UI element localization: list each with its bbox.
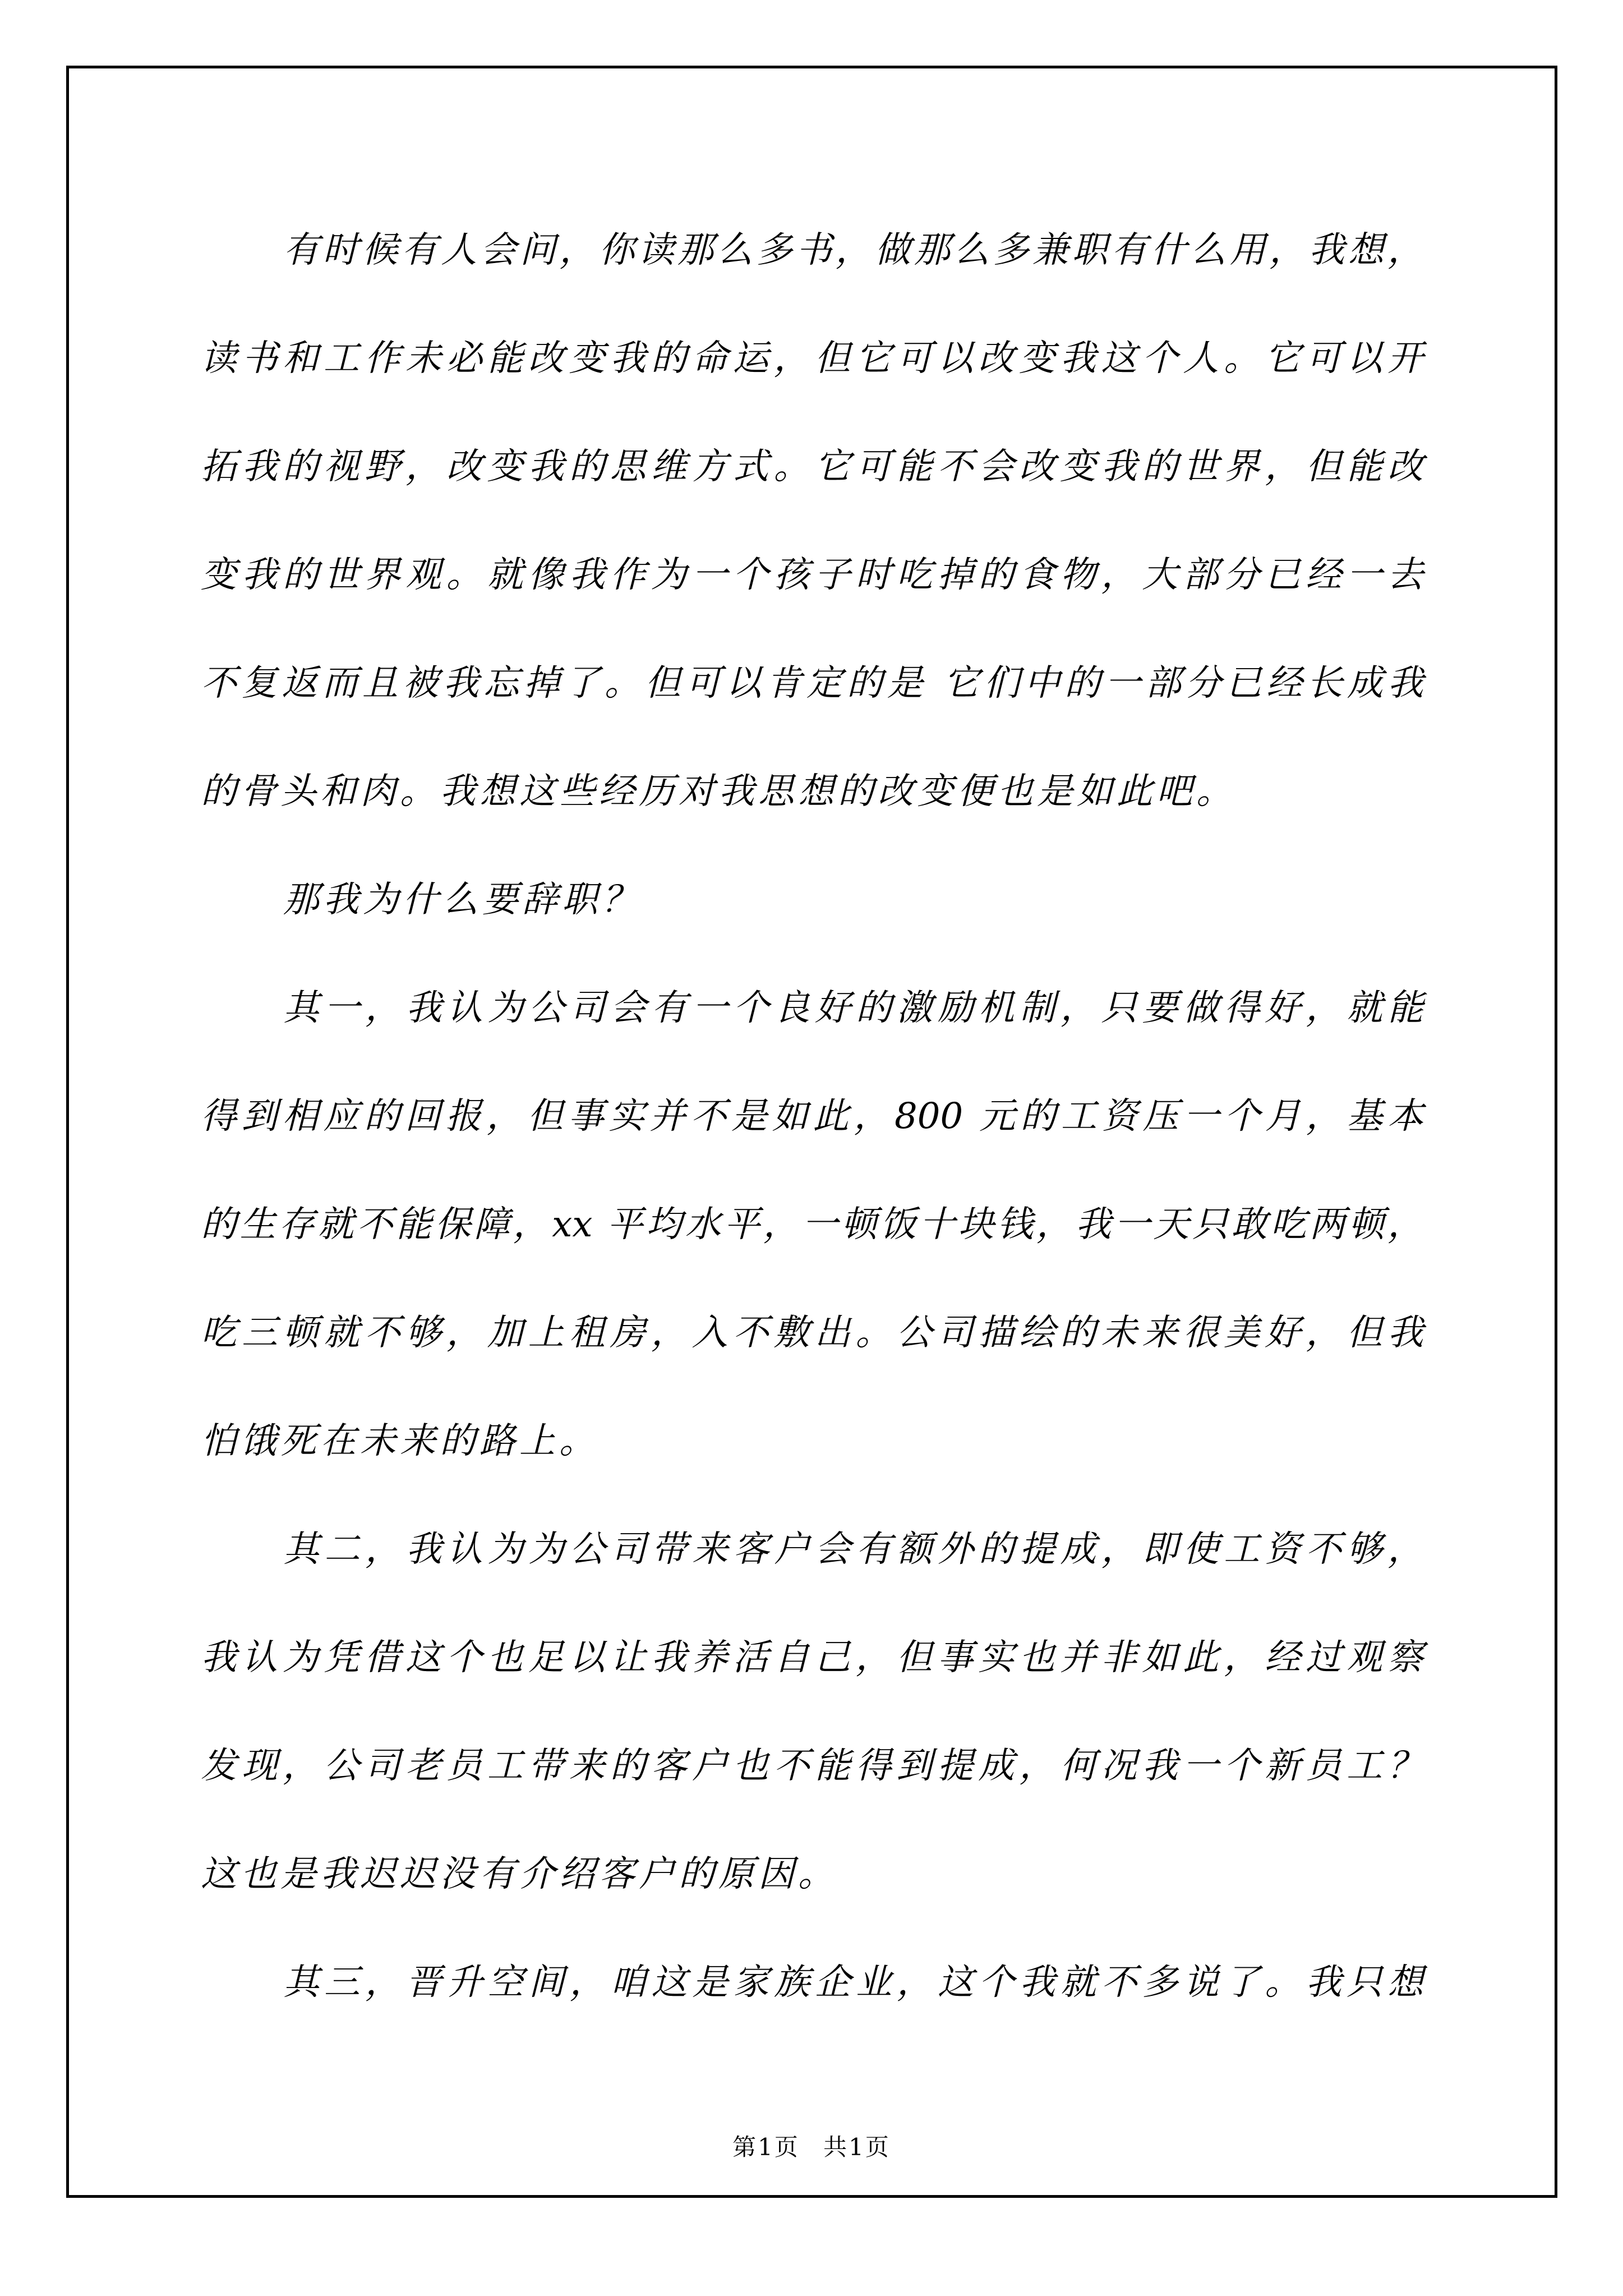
text-line: 其二，我认为为公司带来客户会有额外的提成，即使工资不够， — [283, 1529, 1423, 1570]
text-line: 发现，公司老员工带来的客户也不能得到提成，何况我一个新员工？ — [201, 1745, 1423, 1787]
paragraph — [201, 1929, 1423, 2037]
text-line: 变我的世界观。就像我作为一个孩子时吃掉的食物，大部分已经一去 — [201, 554, 1423, 596]
text-line: 有时候有人会问，你读那么多书，做那么多兼职有什么用，我想， — [283, 229, 1423, 271]
text-line: 不复返而且被我忘掉了。但可以肯定的是 它们中的一部分已经长成我 — [201, 662, 1423, 704]
text-line: 的生存就不能保障，xx 平均水平，一顿饭十块钱，我一天只敢吃两顿， — [201, 1204, 1423, 1245]
text-line: 读书和工作未必能改变我的命运，但它可以改变我这个人。它可以开 — [201, 338, 1423, 379]
text-line: 这也是我迟迟没有介绍客户的原因。 — [201, 1853, 838, 1895]
page-number-footer: 第1页 共1页 — [732, 2133, 891, 2161]
paragraph — [201, 1496, 1423, 1929]
text-line: 其一，我认为公司会有一个良好的激励机制，只要做得好，就能 — [283, 987, 1423, 1029]
body-text — [201, 196, 1423, 2037]
text-line: 那我为什么要辞职？ — [283, 879, 642, 921]
text-line: 得到相应的回报，但事实并不是如此，800 元的工资压一个月，基本 — [201, 1096, 1423, 1137]
paragraph — [201, 846, 1423, 954]
text-line: 的骨头和肉。我想这些经历对我思想的改变便也是如此吧。 — [201, 771, 1236, 812]
text-line: 怕饿死在未来的路上。 — [201, 1420, 599, 1462]
text-line: 拓我的视野，改变我的思维方式。它可能不会改变我的世界，但能改 — [201, 446, 1423, 487]
text-line: 其三，晋升空间，咱这是家族企业，这个我就不多说了。我只想 — [283, 1962, 1423, 2003]
paragraph — [201, 196, 1423, 846]
text-line: 我认为凭借这个也足以让我养活自己，但事实也并非如此，经过观察 — [201, 1637, 1423, 1678]
text-line: 吃三顿就不够，加上租房，入不敷出。公司描绘的未来很美好，但我 — [201, 1312, 1423, 1354]
paragraph — [201, 954, 1423, 1496]
